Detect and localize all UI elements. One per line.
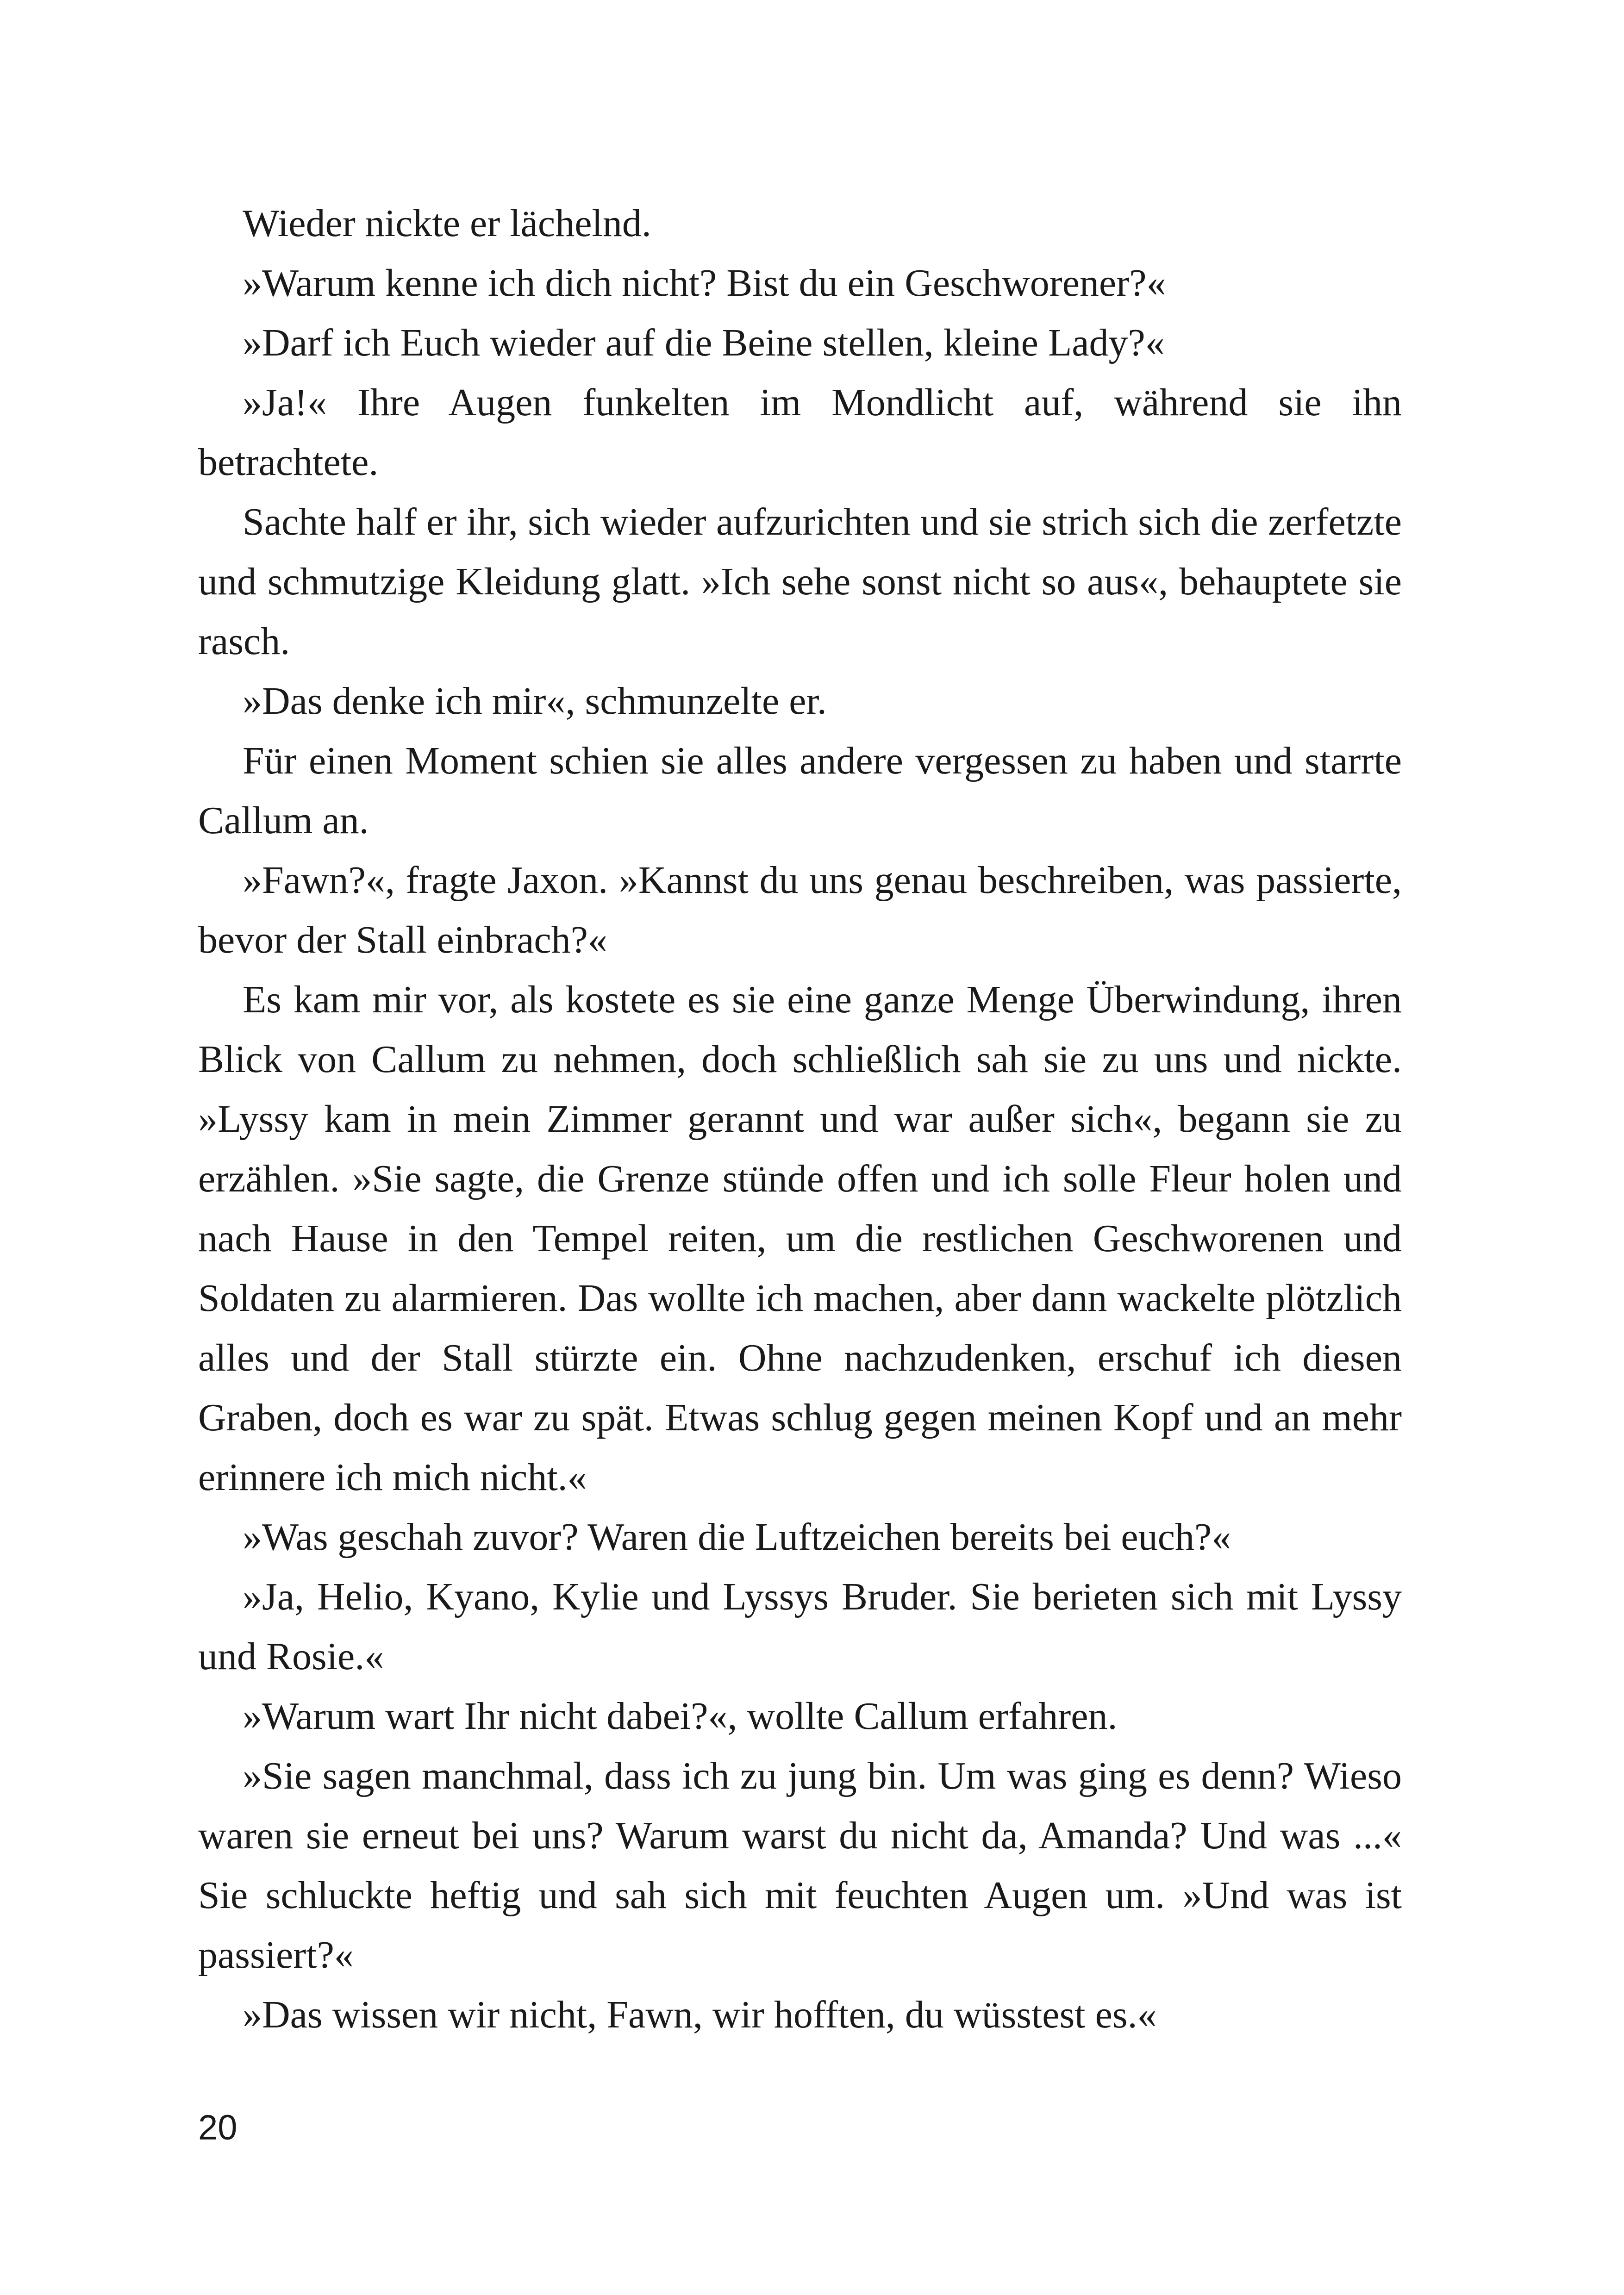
paragraph: Für einen Moment schien sie alles andere vergessen zu haben und starrte Callum an. — [198, 739, 1402, 842]
paragraph: Wieder nickte er lächelnd. — [243, 202, 651, 245]
paragraph: Es kam mir vor, als kostete es sie eine ganze Menge Überwindung, ihren Blick von Callum zu nehmen, doch schließlich sah sie zu uns und nickte. »Lyssy kam in mein Zimmer gerannt und war außer sich«, begann sie zu erzählen. »Sie sagte, die Grenze stünde offen und ich solle Fleur holen und nach Hause in den Tempel reiten, um die restlichen Geschworenen und Soldaten zu alarmieren. Das wollte ich machen, aber dann wackelte plötzlich alles und der Stall stürzte ein. Ohne nachzudenken, erschuf ich diesen Graben, doch es war zu spät. Etwas schlug gegen meinen Kopf und an mehr erinnere ich mich nicht.« — [198, 978, 1402, 1499]
paragraph: »Warum wart Ihr nicht dabei?«, wollte Callum erfahren. — [243, 1695, 1118, 1738]
paragraph: »Ja, Helio, Kyano, Kylie und Lyssys Bruder. Sie berieten sich mit Lyssy und Rosie.« — [198, 1575, 1402, 1678]
paragraph: Sachte half er ihr, sich wieder aufzurichten und sie strich sich die zerfetzte und schmutzige Kleidung glatt. »Ich sehe sonst nicht so aus«, behauptete sie rasch. — [198, 500, 1402, 663]
paragraph: »Fawn?«, fragte Jaxon. »Kannst du uns genau beschreiben, was passierte, bevor der Stall einbrach?« — [198, 859, 1402, 961]
paragraph: »Ja!« Ihre Augen funkelten im Mondlicht auf, während sie ihn betrachtete. — [198, 381, 1402, 484]
paragraph: »Das denke ich mir«, schmunzelte er. — [243, 680, 827, 723]
paragraph: »Warum kenne ich dich nicht? Bist du ein Geschworener?« — [243, 262, 1166, 305]
page-body — [198, 193, 1402, 2045]
page-number: 20 — [198, 2108, 237, 2147]
paragraph: »Was geschah zuvor? Waren die Luftzeichen bereits bei euch?« — [243, 1515, 1231, 1559]
paragraph: »Sie sagen manchmal, dass ich zu jung bin. Um was ging es denn? Wieso waren sie erneut bei uns? Warum warst du nicht da, Amanda? Und was ...« Sie schluckte heftig und sah sich mit feuchten Augen um. »Und was ist passiert?« — [198, 1754, 1402, 1977]
paragraph: »Das wissen wir nicht, Fawn, wir hofften, du wüsstest es.« — [243, 1993, 1157, 2036]
paragraph: »Darf ich Euch wieder auf die Beine stellen, kleine Lady?« — [243, 321, 1165, 364]
